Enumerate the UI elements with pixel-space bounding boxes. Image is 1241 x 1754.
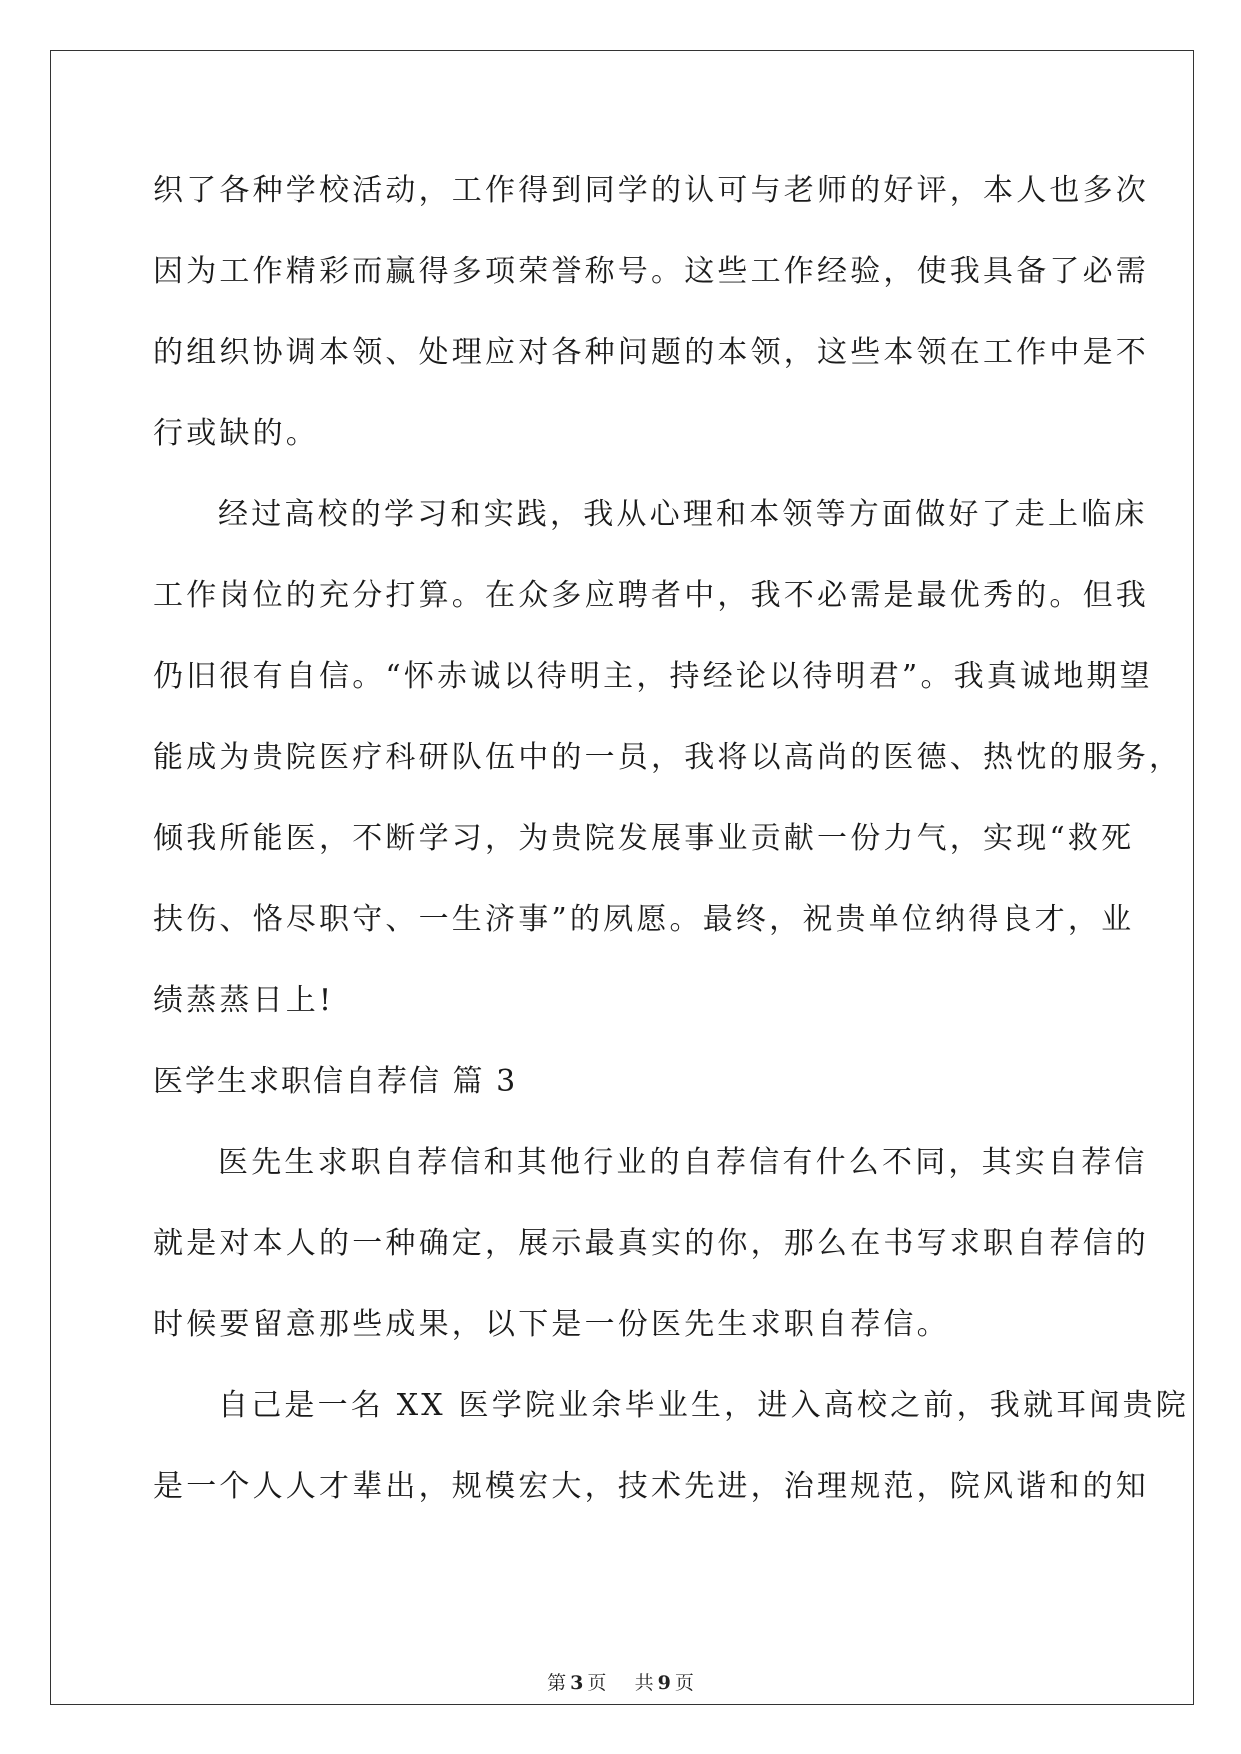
page-footer	[0, 1668, 1241, 1695]
total-pages-number: 9	[657, 1672, 671, 1694]
section-heading: 医学生求职信自荐信 篇 3	[153, 1064, 518, 1099]
text-line: 工作岗位的充分打算。在众多应聘者中，我不必需是最优秀的。但我	[153, 578, 1149, 613]
text-line: 绩蒸蒸日上!	[153, 983, 335, 1018]
text-line: 是一个人人才辈出，规模宏大，技术先进，治理规范，院风谐和的知	[153, 1469, 1149, 1504]
footer-page-unit: 页	[587, 1672, 607, 1694]
text-line: 倾我所能医，不断学习，为贵院发展事业贡献一份力气，实现“救死	[153, 821, 1135, 856]
text-line: 行或缺的。	[153, 416, 319, 451]
paragraph-start-line: 经过高校的学习和实践，我从心理和本领等方面做好了走上临床	[218, 497, 1148, 532]
text-line: 时候要留意那些成果，以下是一份医先生求职自荐信。	[153, 1307, 950, 1342]
footer-total-unit: 页	[674, 1672, 694, 1694]
text-line: 仍旧很有自信。“怀赤诚以待明主，持经论以待明君”。我真诚地期望	[153, 659, 1153, 694]
text-line: 能成为贵院医疗科研队伍中的一员，我将以高尚的医德、热忱的服务，	[153, 740, 1183, 775]
text-line: 因为工作精彩而赢得多项荣誉称号。这些工作经验，使我具备了必需	[153, 254, 1149, 289]
document-body	[153, 150, 1189, 1527]
text-line: 就是对本人的一种确定，展示最真实的你，那么在书写求职自荐信的	[153, 1226, 1149, 1261]
footer-prefix: 第	[547, 1672, 567, 1694]
footer-total-prefix: 共	[634, 1672, 654, 1694]
text-line: 扶伤、恪尽职守、一生济事”的夙愿。最终，祝贵单位纳得良才，业	[153, 902, 1135, 937]
paragraph-start-line: 医先生求职自荐信和其他行业的自荐信有什么不同，其实自荐信	[218, 1145, 1148, 1180]
paragraph-start-line: 自己是一名 XX 医学院业余毕业生，进入高校之前，我就耳闻贵院	[218, 1388, 1189, 1423]
text-line: 的组织协调本领、处理应对各种问题的本领，这些本领在工作中是不	[153, 335, 1149, 370]
text-line: 织了各种学校活动，工作得到同学的认可与老师的好评，本人也多次	[153, 173, 1149, 208]
current-page-number: 3	[570, 1672, 584, 1694]
